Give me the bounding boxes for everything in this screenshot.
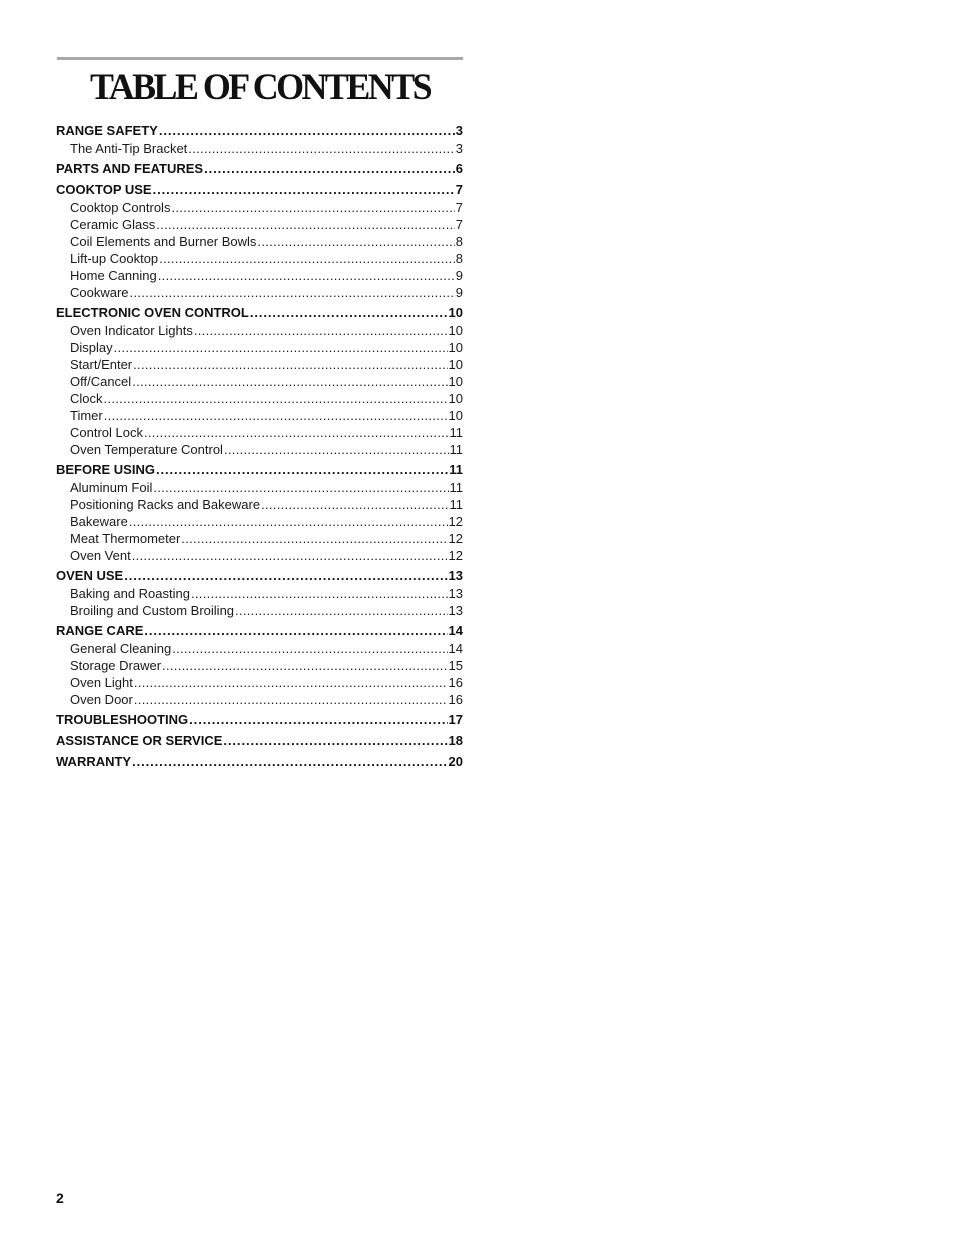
toc-entry-label: Oven Light — [70, 675, 133, 690]
toc-entry-label: Aluminum Foil — [70, 480, 153, 495]
toc-entry-page: 11 — [449, 480, 463, 495]
dot-leader — [114, 339, 448, 356]
toc-heading-label: COOKTOP USE — [56, 182, 152, 197]
toc-entry[interactable] — [56, 530, 463, 547]
toc-heading[interactable] — [56, 461, 463, 479]
toc-heading[interactable] — [56, 181, 463, 199]
dot-leader — [144, 424, 449, 441]
toc-heading-page: 3 — [455, 123, 463, 138]
toc-entry[interactable] — [56, 140, 463, 157]
toc-entry-label: Off/Cancel — [70, 374, 132, 389]
toc-entry-page: 10 — [448, 357, 463, 372]
toc-entry-label: Cookware — [70, 285, 129, 300]
toc-entry-page: 7 — [455, 200, 463, 215]
table-of-contents — [56, 122, 463, 774]
toc-section — [56, 753, 463, 771]
toc-entry-page: 7 — [455, 217, 463, 232]
toc-heading-page: 6 — [455, 161, 463, 176]
toc-entry[interactable] — [56, 250, 463, 267]
dot-leader — [144, 622, 447, 640]
toc-entry-page: 11 — [449, 442, 463, 457]
dot-leader — [188, 140, 454, 157]
dot-leader — [191, 585, 448, 602]
dot-leader — [132, 547, 448, 564]
toc-entry-page: 13 — [448, 603, 463, 618]
toc-entry-page: 16 — [448, 692, 463, 707]
toc-entry-page: 11 — [449, 497, 463, 512]
toc-entry-label: Oven Door — [70, 692, 133, 707]
dot-leader — [159, 250, 455, 267]
toc-entry-label: Oven Temperature Control — [70, 442, 223, 457]
toc-entry-page: 10 — [448, 408, 463, 423]
toc-entry[interactable] — [56, 424, 463, 441]
toc-entry-label: Clock — [70, 391, 103, 406]
toc-heading-page: 7 — [455, 182, 463, 197]
toc-heading-page: 18 — [448, 733, 463, 748]
dot-leader — [204, 160, 455, 178]
toc-heading-label: WARRANTY — [56, 754, 132, 769]
dot-leader — [235, 602, 448, 619]
dot-leader — [132, 373, 447, 390]
toc-entry-label: Bakeware — [70, 514, 128, 529]
toc-entry-label: Meat Thermometer — [70, 531, 181, 546]
dot-leader — [104, 407, 448, 424]
toc-heading-page: 13 — [448, 568, 463, 583]
toc-section — [56, 160, 463, 178]
toc-entry-page: 12 — [448, 548, 463, 563]
toc-heading-label: TROUBLESHOOTING — [56, 712, 189, 727]
toc-entry[interactable] — [56, 356, 463, 373]
dot-leader — [104, 390, 448, 407]
toc-entry-page: 10 — [448, 374, 463, 389]
toc-entry-page: 9 — [455, 285, 463, 300]
toc-heading-label: BEFORE USING — [56, 462, 155, 477]
dot-leader — [158, 267, 455, 284]
toc-entry-page: 10 — [448, 323, 463, 338]
toc-section — [56, 181, 463, 301]
toc-heading[interactable] — [56, 753, 463, 771]
dot-leader — [153, 181, 455, 199]
toc-heading[interactable] — [56, 711, 463, 729]
toc-entry-label: Lift-up Cooktop — [70, 251, 159, 266]
toc-section — [56, 461, 463, 564]
dot-leader — [130, 284, 455, 301]
dot-leader — [133, 356, 447, 373]
toc-heading-page: 17 — [448, 712, 463, 727]
dot-leader — [156, 216, 455, 233]
toc-entry[interactable] — [56, 496, 463, 513]
toc-section — [56, 622, 463, 708]
toc-heading-label: PARTS AND FEATURES — [56, 161, 204, 176]
dot-leader — [189, 711, 447, 729]
toc-heading-label: OVEN USE — [56, 568, 124, 583]
toc-entry[interactable] — [56, 216, 463, 233]
toc-heading-label: RANGE SAFETY — [56, 123, 158, 138]
toc-entry[interactable] — [56, 339, 463, 356]
toc-entry-label: Control Lock — [70, 425, 143, 440]
toc-entry[interactable] — [56, 513, 463, 530]
toc-entry-label: Storage Drawer — [70, 658, 162, 673]
dot-leader — [132, 753, 447, 771]
toc-entry-label: Baking and Roasting — [70, 586, 190, 601]
toc-entry-label: Display — [70, 340, 113, 355]
toc-entry[interactable] — [56, 547, 463, 564]
toc-entry-label: Cooktop Controls — [70, 200, 171, 215]
toc-heading-label: ELECTRONIC OVEN CONTROL — [56, 305, 249, 320]
toc-heading[interactable] — [56, 304, 463, 322]
toc-section — [56, 122, 463, 157]
toc-entry-page: 12 — [448, 514, 463, 529]
toc-entry-label: Ceramic Glass — [70, 217, 156, 232]
dot-leader — [134, 691, 448, 708]
toc-heading-page: 14 — [448, 623, 463, 638]
toc-section — [56, 567, 463, 619]
dot-leader — [156, 461, 448, 479]
toc-entry-label: Oven Vent — [70, 548, 131, 563]
toc-heading[interactable] — [56, 160, 463, 178]
toc-entry[interactable] — [56, 640, 463, 657]
toc-entry-label: The Anti-Tip Bracket — [70, 141, 188, 156]
toc-entry-label: General Cleaning — [70, 641, 172, 656]
toc-heading-page: 20 — [448, 754, 463, 769]
toc-entry[interactable] — [56, 657, 463, 674]
toc-heading-page: 11 — [449, 462, 463, 477]
toc-section — [56, 711, 463, 729]
toc-entry-page: 12 — [448, 531, 463, 546]
toc-heading[interactable] — [56, 732, 463, 750]
dot-leader — [223, 732, 447, 750]
title-rule — [57, 57, 463, 60]
dot-leader — [250, 304, 448, 322]
toc-entry-page: 16 — [448, 675, 463, 690]
toc-entry-page: 3 — [455, 141, 463, 156]
dot-leader — [194, 322, 448, 339]
toc-section — [56, 304, 463, 458]
toc-entry[interactable] — [56, 267, 463, 284]
dot-leader — [162, 657, 447, 674]
toc-heading[interactable] — [56, 122, 463, 140]
toc-heading-page: 10 — [448, 305, 463, 320]
page-title: TABLE OF CONTENTS — [89, 67, 431, 108]
toc-entry[interactable] — [56, 674, 463, 691]
dot-leader — [261, 496, 448, 513]
toc-entry-page: 10 — [448, 391, 463, 406]
toc-entry-label: Home Canning — [70, 268, 157, 283]
dot-leader — [257, 233, 454, 250]
dot-leader — [129, 513, 448, 530]
toc-entry-label: Broiling and Custom Broiling — [70, 603, 235, 618]
dot-leader — [171, 199, 454, 216]
dot-leader — [124, 567, 447, 585]
toc-entry-page: 13 — [448, 586, 463, 601]
toc-entry[interactable] — [56, 284, 463, 301]
toc-entry-page: 10 — [448, 340, 463, 355]
toc-heading-label: ASSISTANCE OR SERVICE — [56, 733, 223, 748]
toc-section — [56, 732, 463, 750]
page-number: 2 — [56, 1190, 64, 1206]
toc-heading[interactable] — [56, 622, 463, 640]
toc-entry[interactable] — [56, 233, 463, 250]
dot-leader — [153, 479, 448, 496]
dot-leader — [134, 674, 448, 691]
dot-leader — [181, 530, 447, 547]
toc-entry[interactable] — [56, 602, 463, 619]
toc-entry-page: 14 — [448, 641, 463, 656]
toc-entry-page: 9 — [455, 268, 463, 283]
toc-heading-label: RANGE CARE — [56, 623, 144, 638]
toc-entry[interactable] — [56, 199, 463, 216]
toc-entry[interactable] — [56, 390, 463, 407]
toc-entry-label: Timer — [70, 408, 103, 423]
toc-entry[interactable] — [56, 585, 463, 602]
toc-entry-label: Coil Elements and Burner Bowls — [70, 234, 257, 249]
toc-entry-label: Positioning Racks and Bakeware — [70, 497, 261, 512]
toc-heading[interactable] — [56, 567, 463, 585]
dot-leader — [159, 122, 455, 140]
toc-entry-label: Start/Enter — [70, 357, 133, 372]
toc-entry[interactable] — [56, 407, 463, 424]
toc-entry[interactable] — [56, 691, 463, 708]
dot-leader — [172, 640, 447, 657]
toc-entry-label: Oven Indicator Lights — [70, 323, 193, 338]
toc-entry[interactable] — [56, 373, 463, 390]
toc-entry[interactable] — [56, 441, 463, 458]
toc-entry[interactable] — [56, 479, 463, 496]
toc-entry[interactable] — [56, 322, 463, 339]
dot-leader — [224, 441, 449, 458]
toc-entry-page: 8 — [455, 251, 463, 266]
toc-entry-page: 8 — [455, 234, 463, 249]
toc-entry-page: 15 — [448, 658, 463, 673]
toc-entry-page: 11 — [449, 425, 463, 440]
